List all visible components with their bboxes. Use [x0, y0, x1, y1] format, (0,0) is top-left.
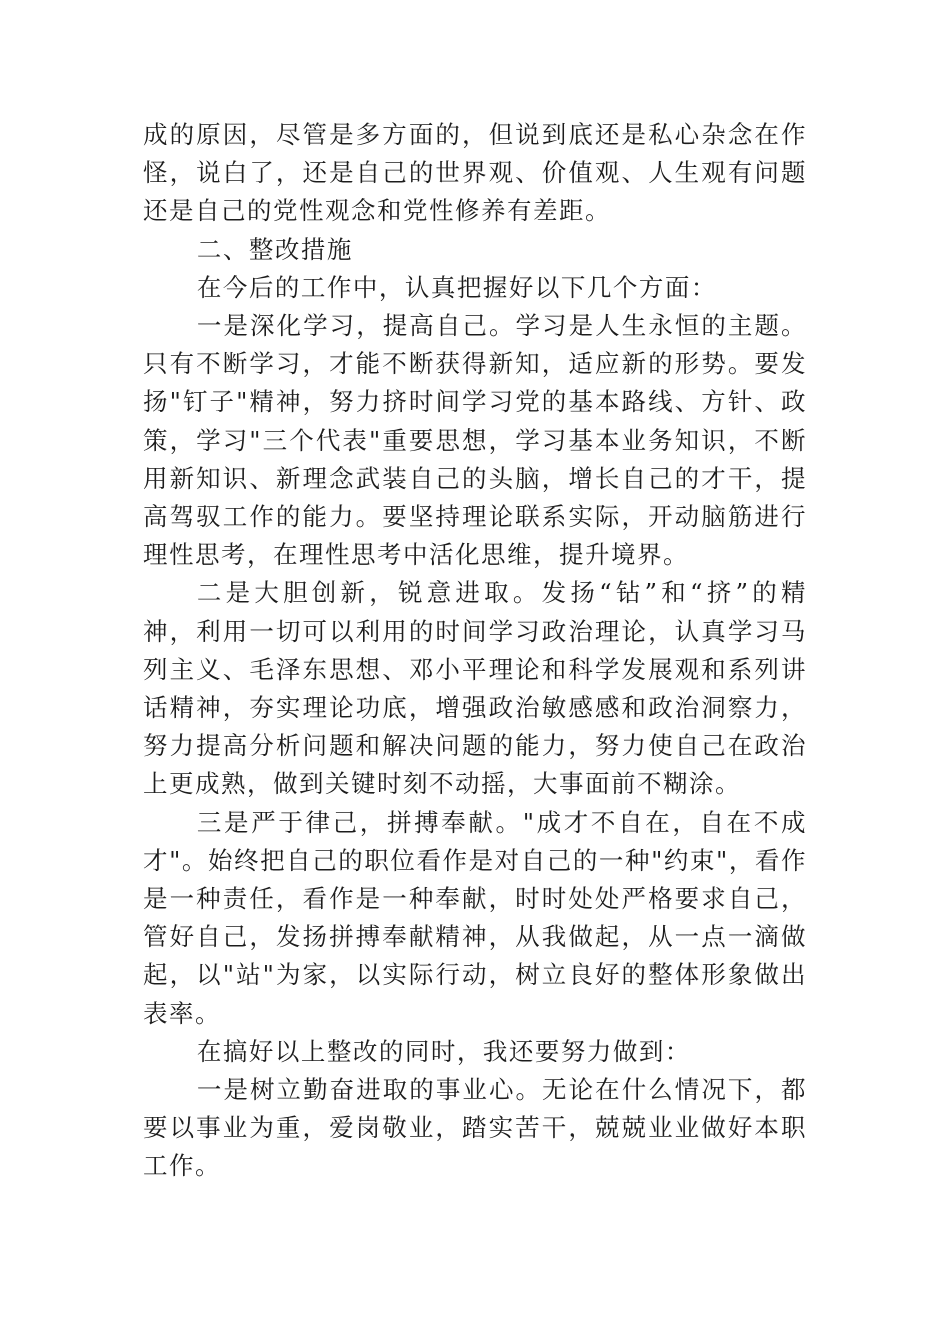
text-line: 起，以"站"为家，以实际行动，树立良好的整体形象做出 — [143, 960, 807, 990]
text-line: 才"。始终把自己的职位看作是对自己的一种"约束"，看作 — [143, 845, 807, 875]
text-line: 努力提高分析问题和解决问题的能力，努力使自己在政治 — [143, 731, 807, 761]
text-line: 二、整改措施 — [196, 234, 353, 264]
text-line: 是一种责任，看作是一种奉献，时时处处严格要求自己， — [143, 884, 807, 914]
text-line: 表率。 — [143, 998, 221, 1028]
paragraph-causes — [143, 116, 807, 231]
text-line: 管好自己，发扬拼搏奉献精神，从我做起，从一点一滴做 — [143, 922, 807, 952]
text-line: 上更成熟，做到关键时刻不动摇，大事面前不糊涂。 — [143, 769, 741, 799]
paragraph-intro — [143, 269, 807, 307]
text-line: 高驾驭工作的能力。要坚持理论联系实际，开动脑筋进行 — [143, 502, 807, 532]
text-line: 理性思考，在理性思考中活化思维，提升境界。 — [143, 540, 689, 570]
text-line: 神，利用一切可以利用的时间学习政治理论，认真学习马 — [143, 616, 807, 646]
paragraph-measure-2 — [143, 574, 807, 803]
text-line: 成的原因，尽管是多方面的，但说到底还是私心杂念在作 — [143, 120, 807, 149]
text-line: 话精神，夯实理论功底，增强政治敏感感和政治洞察力， — [143, 693, 807, 723]
text-line: 在今后的工作中，认真把握好以下几个方面： — [196, 272, 717, 302]
text-line: 策，学习"三个代表"重要思想，学习基本业务知识，不断 — [143, 425, 807, 455]
text-line: 二是大胆创新，锐意进取。发扬“钻”和“挤”的精 — [196, 578, 807, 608]
document-page — [143, 116, 807, 1186]
section-heading-rectification — [143, 231, 807, 269]
paragraph-measure-3 — [143, 804, 807, 1033]
paragraph-additional-intro — [143, 1033, 807, 1071]
text-line: 在搞好以上整改的同时，我还要努力做到： — [196, 1036, 691, 1066]
text-line: 只有不断学习，才能不断获得新知，适应新的形势。要发 — [143, 349, 807, 379]
text-line: 怪，说白了，还是自己的世界观、价值观、人生观有问题 — [143, 158, 807, 188]
text-line: 要以事业为重，爱岗敬业，踏实苦干，兢兢业业做好本职 — [143, 1113, 807, 1143]
paragraph-additional-1 — [143, 1071, 807, 1186]
text-line: 一是树立勤奋进取的事业心。无论在什么情况下，都 — [196, 1075, 807, 1105]
text-line: 还是自己的党性观念和党性修养有差距。 — [143, 196, 611, 226]
text-line: 列主义、毛泽东思想、邓小平理论和科学发展观和系列讲 — [143, 654, 807, 684]
text-line: 一是深化学习，提高自己。学习是人生永恒的主题。 — [196, 311, 807, 341]
text-line: 工作。 — [143, 1151, 221, 1181]
text-line: 用新知识、新理念武装自己的头脑，增长自己的才干，提 — [143, 463, 807, 493]
text-line: 扬"钉子"精神，努力挤时间学习党的基本路线、方针、政 — [143, 387, 807, 417]
paragraph-measure-1 — [143, 307, 807, 574]
text-line: 三是严于律己，拼搏奉献。"成才不自在，自在不成 — [196, 807, 807, 837]
